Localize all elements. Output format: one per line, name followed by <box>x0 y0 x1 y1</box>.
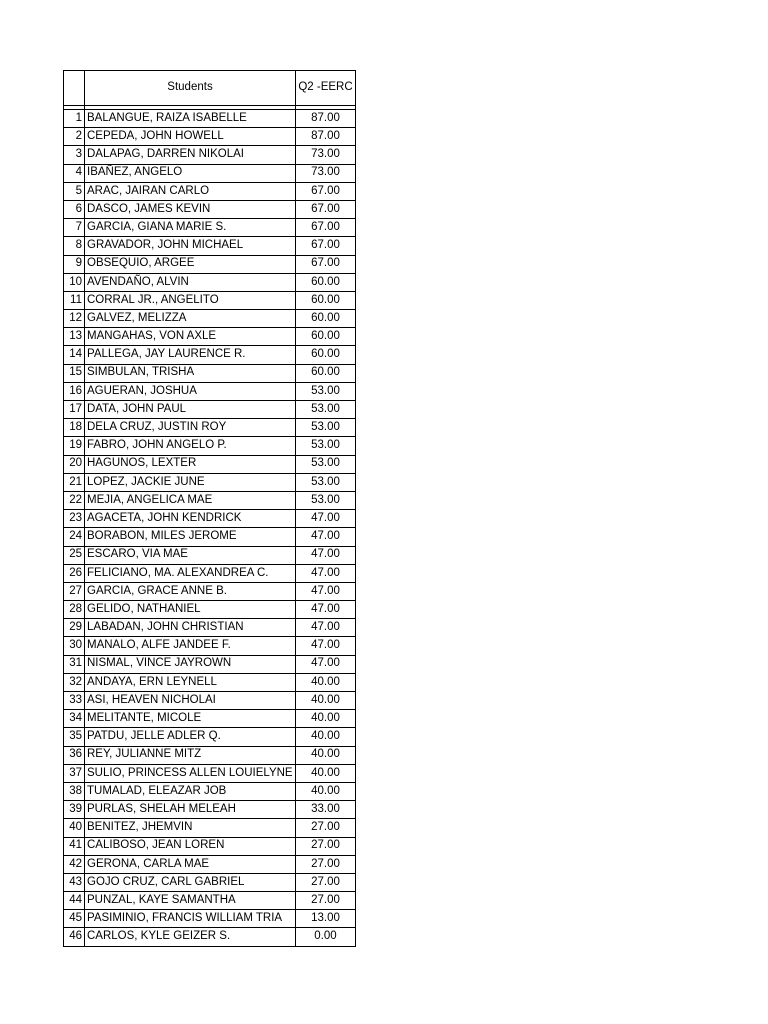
student-name: PUNZAL, KAYE SAMANTHA <box>85 892 296 910</box>
student-name: NISMAL, VINCE JAYROWN <box>85 655 296 673</box>
row-number: 45 <box>64 910 85 928</box>
score-value: 47.00 <box>296 637 356 655</box>
table-row <box>64 892 356 910</box>
row-number: 40 <box>64 819 85 837</box>
row-number: 35 <box>64 728 85 746</box>
table-row <box>64 837 356 855</box>
student-name: CARLOS, KYLE GEIZER S. <box>85 928 296 946</box>
table-header-row <box>64 71 356 106</box>
row-number: 34 <box>64 710 85 728</box>
student-name: MEJIA, ANGELICA MAE <box>85 491 296 509</box>
student-name: GOJO CRUZ, CARL GABRIEL <box>85 873 296 891</box>
score-value: 40.00 <box>296 764 356 782</box>
student-name: SULIO, PRINCESS ALLEN LOUIELYNE <box>85 764 296 782</box>
row-number: 27 <box>64 582 85 600</box>
score-value: 67.00 <box>296 219 356 237</box>
row-number: 30 <box>64 637 85 655</box>
table-row <box>64 928 356 946</box>
score-value: 47.00 <box>296 582 356 600</box>
student-name: ARAC, JAIRAN CARLO <box>85 182 296 200</box>
table-row <box>64 237 356 255</box>
student-name: CEPEDA, JOHN HOWELL <box>85 128 296 146</box>
table-row <box>64 401 356 419</box>
table-row <box>64 801 356 819</box>
score-value: 60.00 <box>296 273 356 291</box>
table-row <box>64 182 356 200</box>
score-value: 53.00 <box>296 401 356 419</box>
score-value: 0.00 <box>296 928 356 946</box>
score-value: 73.00 <box>296 164 356 182</box>
student-name: ANDAYA, ERN LEYNELL <box>85 673 296 691</box>
table-row <box>64 692 356 710</box>
score-value: 27.00 <box>296 892 356 910</box>
table-row <box>64 782 356 800</box>
row-number: 31 <box>64 655 85 673</box>
row-number: 2 <box>64 128 85 146</box>
student-name: GERONA, CARLA MAE <box>85 855 296 873</box>
score-value: 40.00 <box>296 782 356 800</box>
row-number: 33 <box>64 692 85 710</box>
row-number: 36 <box>64 746 85 764</box>
score-value: 67.00 <box>296 255 356 273</box>
row-number: 16 <box>64 382 85 400</box>
score-value: 67.00 <box>296 200 356 218</box>
row-number: 10 <box>64 273 85 291</box>
student-name: MANALO, ALFE JANDEE F. <box>85 637 296 655</box>
student-name: AGUERAN, JOSHUA <box>85 382 296 400</box>
score-value: 40.00 <box>296 746 356 764</box>
student-name: PURLAS, SHELAH MELEAH <box>85 801 296 819</box>
table-row <box>64 819 356 837</box>
score-value: 47.00 <box>296 546 356 564</box>
student-name: LOPEZ, JACKIE JUNE <box>85 473 296 491</box>
table-row <box>64 255 356 273</box>
score-value: 53.00 <box>296 382 356 400</box>
student-name: GARCIA, GIANA MARIE S. <box>85 219 296 237</box>
student-name: AVENDAÑO, ALVIN <box>85 273 296 291</box>
table-row <box>64 728 356 746</box>
row-number: 20 <box>64 455 85 473</box>
row-number: 28 <box>64 601 85 619</box>
score-value: 47.00 <box>296 564 356 582</box>
row-number: 14 <box>64 346 85 364</box>
student-name: AGACETA, JOHN KENDRICK <box>85 510 296 528</box>
score-value: 40.00 <box>296 692 356 710</box>
student-name: TUMALAD, ELEAZAR JOB <box>85 782 296 800</box>
row-number: 38 <box>64 782 85 800</box>
table-row <box>64 582 356 600</box>
table-row <box>64 491 356 509</box>
table-row <box>64 510 356 528</box>
student-name: HAGUNOS, LEXTER <box>85 455 296 473</box>
row-number: 1 <box>64 110 85 128</box>
student-name: OBSEQUIO, ARGEE <box>85 255 296 273</box>
score-value: 67.00 <box>296 237 356 255</box>
row-number: 11 <box>64 291 85 309</box>
row-number: 46 <box>64 928 85 946</box>
score-value: 60.00 <box>296 291 356 309</box>
table-row <box>64 637 356 655</box>
student-name: GARCIA, GRACE ANNE B. <box>85 582 296 600</box>
row-number: 12 <box>64 310 85 328</box>
student-name: DATA, JOHN PAUL <box>85 401 296 419</box>
table-row <box>64 382 356 400</box>
score-value: 27.00 <box>296 819 356 837</box>
table-row <box>64 437 356 455</box>
row-number: 7 <box>64 219 85 237</box>
score-value: 47.00 <box>296 655 356 673</box>
row-number: 37 <box>64 764 85 782</box>
table-row <box>64 364 356 382</box>
row-number: 18 <box>64 419 85 437</box>
row-number: 22 <box>64 491 85 509</box>
row-number: 26 <box>64 564 85 582</box>
table-row <box>64 273 356 291</box>
row-number: 4 <box>64 164 85 182</box>
table-row <box>64 764 356 782</box>
student-name: PALLEGA, JAY LAURENCE R. <box>85 346 296 364</box>
table-row <box>64 601 356 619</box>
table-body <box>64 106 356 947</box>
row-number: 15 <box>64 364 85 382</box>
student-name: DELA CRUZ, JUSTIN ROY <box>85 419 296 437</box>
table-row <box>64 128 356 146</box>
score-value: 27.00 <box>296 837 356 855</box>
score-value: 53.00 <box>296 419 356 437</box>
table-row <box>64 200 356 218</box>
grade-sheet <box>63 70 356 947</box>
student-name: GALVEZ, MELIZZA <box>85 310 296 328</box>
score-value: 40.00 <box>296 710 356 728</box>
student-name: MELITANTE, MICOLE <box>85 710 296 728</box>
table-row <box>64 419 356 437</box>
score-value: 87.00 <box>296 110 356 128</box>
student-name: FABRO, JOHN ANGELO P. <box>85 437 296 455</box>
table-row <box>64 855 356 873</box>
score-value: 60.00 <box>296 364 356 382</box>
student-name: REY, JULIANNE MITZ <box>85 746 296 764</box>
row-number: 8 <box>64 237 85 255</box>
table-row <box>64 546 356 564</box>
row-number: 24 <box>64 528 85 546</box>
score-value: 73.00 <box>296 146 356 164</box>
student-name: MANGAHAS, VON AXLE <box>85 328 296 346</box>
student-name: CORRAL JR., ANGELITO <box>85 291 296 309</box>
row-number: 23 <box>64 510 85 528</box>
row-number: 6 <box>64 200 85 218</box>
table-row <box>64 746 356 764</box>
score-value: 47.00 <box>296 601 356 619</box>
table-row <box>64 291 356 309</box>
row-number: 5 <box>64 182 85 200</box>
score-value: 13.00 <box>296 910 356 928</box>
student-name: BENITEZ, JHEMVIN <box>85 819 296 837</box>
row-number: 44 <box>64 892 85 910</box>
row-number: 25 <box>64 546 85 564</box>
score-value: 60.00 <box>296 346 356 364</box>
row-number: 43 <box>64 873 85 891</box>
table-row <box>64 328 356 346</box>
score-value: 60.00 <box>296 310 356 328</box>
score-value: 53.00 <box>296 491 356 509</box>
score-value: 27.00 <box>296 873 356 891</box>
student-name: BORABON, MILES JEROME <box>85 528 296 546</box>
row-number: 39 <box>64 801 85 819</box>
score-value: 67.00 <box>296 182 356 200</box>
student-name: LABADAN, JOHN CHRISTIAN <box>85 619 296 637</box>
student-name: FELICIANO, MA. ALEXANDREA C. <box>85 564 296 582</box>
row-number: 42 <box>64 855 85 873</box>
table-row <box>64 455 356 473</box>
table-row <box>64 655 356 673</box>
table-row <box>64 673 356 691</box>
table-row <box>64 146 356 164</box>
row-number: 3 <box>64 146 85 164</box>
row-number: 29 <box>64 619 85 637</box>
student-name: SIMBULAN, TRISHA <box>85 364 296 382</box>
score-value: 47.00 <box>296 528 356 546</box>
grades-table <box>63 70 356 947</box>
row-number: 9 <box>64 255 85 273</box>
score-value: 33.00 <box>296 801 356 819</box>
header-students: Students <box>85 71 296 106</box>
score-value: 47.00 <box>296 619 356 637</box>
student-name: ESCARO, VIA MAE <box>85 546 296 564</box>
table-row <box>64 310 356 328</box>
table-row <box>64 619 356 637</box>
student-name: ASI, HEAVEN NICHOLAI <box>85 692 296 710</box>
table-row <box>64 564 356 582</box>
table-row <box>64 910 356 928</box>
header-score: Q2 -EERC <box>296 71 356 106</box>
student-name: PATDU, JELLE ADLER Q. <box>85 728 296 746</box>
student-name: IBAÑEZ, ANGELO <box>85 164 296 182</box>
row-number: 21 <box>64 473 85 491</box>
row-number: 19 <box>64 437 85 455</box>
score-value: 40.00 <box>296 673 356 691</box>
score-value: 27.00 <box>296 855 356 873</box>
table-row <box>64 346 356 364</box>
table-row <box>64 473 356 491</box>
table-row <box>64 873 356 891</box>
row-number: 17 <box>64 401 85 419</box>
score-value: 40.00 <box>296 728 356 746</box>
student-name: GELIDO, NATHANIEL <box>85 601 296 619</box>
score-value: 60.00 <box>296 328 356 346</box>
table-row <box>64 110 356 128</box>
student-name: CALIBOSO, JEAN LOREN <box>85 837 296 855</box>
score-value: 87.00 <box>296 128 356 146</box>
score-value: 47.00 <box>296 510 356 528</box>
table-row <box>64 710 356 728</box>
table-row <box>64 528 356 546</box>
score-value: 53.00 <box>296 437 356 455</box>
header-number <box>64 71 85 106</box>
table-row <box>64 164 356 182</box>
score-value: 53.00 <box>296 473 356 491</box>
row-number: 32 <box>64 673 85 691</box>
score-value: 53.00 <box>296 455 356 473</box>
row-number: 13 <box>64 328 85 346</box>
student-name: BALANGUE, RAIZA ISABELLE <box>85 110 296 128</box>
student-name: DASCO, JAMES KEVIN <box>85 200 296 218</box>
table-row <box>64 219 356 237</box>
student-name: DALAPAG, DARREN NIKOLAI <box>85 146 296 164</box>
student-name: GRAVADOR, JOHN MICHAEL <box>85 237 296 255</box>
row-number: 41 <box>64 837 85 855</box>
student-name: PASIMINIO, FRANCIS WILLIAM TRIA <box>85 910 296 928</box>
